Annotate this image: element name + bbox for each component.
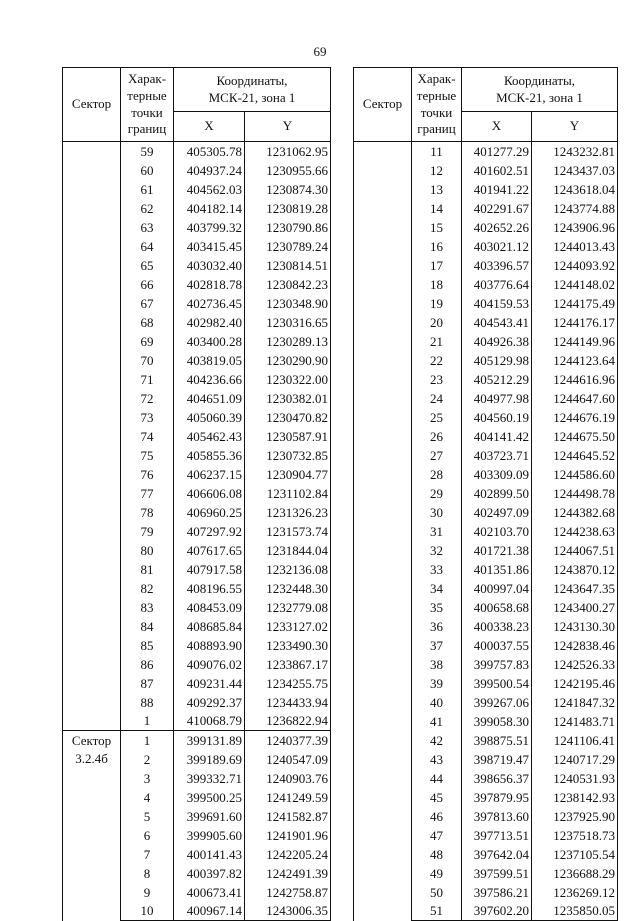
point-number: 17 [412, 256, 462, 275]
point-number: 28 [412, 465, 462, 484]
coord-y: 1231573.74 [245, 522, 331, 541]
point-number: 67 [121, 294, 174, 313]
coord-x: 400967.14 [174, 902, 245, 921]
point-number: 74 [121, 427, 174, 446]
point-number: 86 [121, 655, 174, 674]
coord-y: 1231102.84 [245, 484, 331, 503]
coord-y: 1244616.96 [532, 370, 618, 389]
point-number: 16 [412, 237, 462, 256]
coord-x: 404560.19 [462, 408, 532, 427]
coord-x: 398719.47 [462, 750, 532, 769]
point-number: 11 [412, 142, 462, 161]
coord-x: 405212.29 [462, 370, 532, 389]
coord-x: 398875.51 [462, 731, 532, 750]
point-number: 85 [121, 636, 174, 655]
coord-x: 407917.58 [174, 560, 245, 579]
point-number: 35 [412, 598, 462, 617]
coord-y: 1243400.27 [532, 598, 618, 617]
coord-x: 405129.98 [462, 351, 532, 370]
coord-y: 1236688.29 [532, 864, 618, 883]
coord-y: 1244676.19 [532, 408, 618, 427]
coord-x: 400037.55 [462, 636, 532, 655]
coord-x: 400997.04 [462, 579, 532, 598]
point-number: 5 [121, 807, 174, 826]
coord-x: 403400.28 [174, 332, 245, 351]
coord-x: 404562.03 [174, 180, 245, 199]
coord-y: 1230470.82 [245, 408, 331, 427]
point-number: 82 [121, 579, 174, 598]
coord-y: 1244647.60 [532, 389, 618, 408]
coord-y: 1230814.51 [245, 256, 331, 275]
coord-x: 406960.25 [174, 503, 245, 522]
table-row [63, 731, 331, 750]
coord-x: 402291.67 [462, 199, 532, 218]
coord-x: 409231.44 [174, 674, 245, 693]
coord-x: 397713.51 [462, 826, 532, 845]
page-number: 69 [313, 44, 327, 59]
point-number: 76 [121, 465, 174, 484]
point-number: 27 [412, 446, 462, 465]
point-number: 50 [412, 883, 462, 902]
coord-x: 403396.57 [462, 256, 532, 275]
coord-x: 402652.26 [462, 218, 532, 237]
coord-y: 1243870.12 [532, 560, 618, 579]
coord-y: 1243006.35 [245, 902, 331, 921]
point-number: 37 [412, 636, 462, 655]
point-number: 49 [412, 864, 462, 883]
point-number: 46 [412, 807, 462, 826]
coord-y: 1242491.39 [245, 864, 331, 883]
point-number: 75 [121, 446, 174, 465]
point-number: 87 [121, 674, 174, 693]
coord-x: 401602.51 [462, 161, 532, 180]
header-points: Харак-терные точки границ [412, 68, 462, 142]
coord-x: 399131.89 [174, 731, 245, 750]
coord-x: 400397.82 [174, 864, 245, 883]
point-number: 72 [121, 389, 174, 408]
coord-x: 406237.15 [174, 465, 245, 484]
point-number: 40 [412, 693, 462, 712]
point-number: 42 [412, 731, 462, 750]
coord-x: 408196.55 [174, 579, 245, 598]
point-number: 7 [121, 845, 174, 864]
coord-x: 401941.22 [462, 180, 532, 199]
point-number: 69 [121, 332, 174, 351]
right-table-body [354, 142, 618, 921]
point-number: 20 [412, 313, 462, 332]
coord-y: 1231062.95 [245, 142, 331, 161]
coord-x: 404236.66 [174, 370, 245, 389]
point-number: 31 [412, 522, 462, 541]
point-number: 30 [412, 503, 462, 522]
coord-y: 1236269.12 [532, 883, 618, 902]
sector-cell: Сектор 3.2.4б [63, 731, 121, 921]
coord-y: 1240547.09 [245, 750, 331, 769]
point-number: 60 [121, 161, 174, 180]
coord-x: 399691.60 [174, 807, 245, 826]
coord-x: 404159.53 [462, 294, 532, 313]
coord-y: 1230322.00 [245, 370, 331, 389]
coord-y: 1244149.96 [532, 332, 618, 351]
point-number: 65 [121, 256, 174, 275]
point-number: 21 [412, 332, 462, 351]
point-number: 73 [121, 408, 174, 427]
coord-x: 397586.21 [462, 883, 532, 902]
left-table-body [63, 142, 331, 921]
coord-x: 402982.40 [174, 313, 245, 332]
coord-y: 1240531.93 [532, 769, 618, 788]
point-number: 51 [412, 902, 462, 921]
point-number: 43 [412, 750, 462, 769]
coord-y: 1233490.30 [245, 636, 331, 655]
point-number: 15 [412, 218, 462, 237]
header-y: Y [245, 112, 331, 142]
coord-x: 400658.68 [462, 598, 532, 617]
coord-y: 1232136.08 [245, 560, 331, 579]
header-sector: Сектор [354, 68, 412, 142]
point-number: 68 [121, 313, 174, 332]
coord-y: 1244675.50 [532, 427, 618, 446]
coord-y: 1232779.08 [245, 598, 331, 617]
point-number: 1 [121, 712, 174, 731]
point-number: 77 [121, 484, 174, 503]
coord-x: 403723.71 [462, 446, 532, 465]
point-number: 22 [412, 351, 462, 370]
coord-y: 1243437.03 [532, 161, 618, 180]
point-number: 41 [412, 712, 462, 731]
header-coordinates-line2: МСК-21, зона 1 [208, 89, 296, 105]
point-number: 47 [412, 826, 462, 845]
point-number: 25 [412, 408, 462, 427]
point-number: 34 [412, 579, 462, 598]
point-number: 62 [121, 199, 174, 218]
point-number: 70 [121, 351, 174, 370]
coord-x: 402103.70 [462, 522, 532, 541]
coord-x: 404543.41 [462, 313, 532, 332]
coord-x: 402899.50 [462, 484, 532, 503]
coord-x: 399267.06 [462, 693, 532, 712]
coord-y: 1240903.76 [245, 769, 331, 788]
coord-x: 403021.12 [462, 237, 532, 256]
point-number: 29 [412, 484, 462, 503]
coord-x: 399757.83 [462, 655, 532, 674]
coord-y: 1240717.29 [532, 750, 618, 769]
header-x: X [174, 112, 245, 142]
coord-y: 1230819.28 [245, 199, 331, 218]
coord-x: 399500.25 [174, 788, 245, 807]
coord-x: 402736.45 [174, 294, 245, 313]
coord-y: 1237925.90 [532, 807, 618, 826]
coord-y: 1230587.91 [245, 427, 331, 446]
point-number: 9 [121, 883, 174, 902]
coord-y: 1244176.17 [532, 313, 618, 332]
coord-x: 402497.09 [462, 503, 532, 522]
coord-y: 1243232.81 [532, 142, 618, 161]
coord-x: 405060.39 [174, 408, 245, 427]
coord-x: 405855.36 [174, 446, 245, 465]
coord-x: 403799.32 [174, 218, 245, 237]
coord-x: 408453.09 [174, 598, 245, 617]
coord-y: 1234255.75 [245, 674, 331, 693]
point-number: 66 [121, 275, 174, 294]
coord-x: 399332.71 [174, 769, 245, 788]
header-sector: Сектор [63, 68, 121, 142]
coord-y: 1232448.30 [245, 579, 331, 598]
coord-x: 399500.54 [462, 674, 532, 693]
header-coordinates [462, 68, 618, 112]
table-row [354, 142, 618, 161]
coord-y: 1242195.46 [532, 674, 618, 693]
coord-x: 406606.08 [174, 484, 245, 503]
coord-x: 399058.30 [462, 712, 532, 731]
point-number: 13 [412, 180, 462, 199]
point-number: 6 [121, 826, 174, 845]
coord-x: 397602.20 [462, 902, 532, 921]
point-number: 12 [412, 161, 462, 180]
coord-x: 401277.29 [462, 142, 532, 161]
point-number: 78 [121, 503, 174, 522]
coord-y: 1233127.02 [245, 617, 331, 636]
header-points: Харак-терные точки границ [121, 68, 174, 142]
coord-x: 399189.69 [174, 750, 245, 769]
coord-y: 1241582.87 [245, 807, 331, 826]
header-coordinates-line1: Координаты, [504, 72, 575, 88]
coord-y: 1241483.71 [532, 712, 618, 731]
coord-y: 1241106.41 [532, 731, 618, 750]
coord-y: 1230348.90 [245, 294, 331, 313]
coord-x: 401721.38 [462, 541, 532, 560]
coord-y: 1244175.49 [532, 294, 618, 313]
coord-y: 1241901.96 [245, 826, 331, 845]
point-number: 83 [121, 598, 174, 617]
coord-y: 1242205.24 [245, 845, 331, 864]
coord-y: 1244382.68 [532, 503, 618, 522]
coord-x: 408893.90 [174, 636, 245, 655]
coord-y: 1236822.94 [245, 712, 331, 731]
coord-y: 1230789.24 [245, 237, 331, 256]
point-number: 33 [412, 560, 462, 579]
header-coordinates-line1: Координаты, [216, 72, 288, 88]
coord-x: 398656.37 [462, 769, 532, 788]
point-number: 4 [121, 788, 174, 807]
point-number: 81 [121, 560, 174, 579]
header-y: Y [532, 112, 618, 142]
coord-x: 404141.42 [462, 427, 532, 446]
coord-y: 1230904.77 [245, 465, 331, 484]
coord-x: 408685.84 [174, 617, 245, 636]
coordinates-table-left [62, 67, 331, 921]
coord-y: 1230790.86 [245, 218, 331, 237]
coord-x: 403309.09 [462, 465, 532, 484]
coord-y: 1243618.04 [532, 180, 618, 199]
coord-y: 1243906.96 [532, 218, 618, 237]
coord-x: 403819.05 [174, 351, 245, 370]
point-number: 79 [121, 522, 174, 541]
coord-y: 1244148.02 [532, 275, 618, 294]
point-number: 24 [412, 389, 462, 408]
coord-x: 403776.64 [462, 275, 532, 294]
coord-x: 397813.60 [462, 807, 532, 826]
coord-y: 1244123.64 [532, 351, 618, 370]
coord-y: 1243774.88 [532, 199, 618, 218]
coord-y: 1230289.13 [245, 332, 331, 351]
coordinates-table-right [353, 67, 618, 921]
point-number: 23 [412, 370, 462, 389]
coord-y: 1243647.35 [532, 579, 618, 598]
coord-x: 407617.65 [174, 541, 245, 560]
point-number: 44 [412, 769, 462, 788]
coord-x: 397642.04 [462, 845, 532, 864]
point-number: 39 [412, 674, 462, 693]
point-number: 71 [121, 370, 174, 389]
header-coordinates-line2: МСК-21, зона 1 [496, 89, 583, 105]
point-number: 1 [121, 731, 174, 750]
coord-y: 1244498.78 [532, 484, 618, 503]
point-number: 2 [121, 750, 174, 769]
point-number: 36 [412, 617, 462, 636]
point-number: 48 [412, 845, 462, 864]
point-number: 32 [412, 541, 462, 560]
sector-cell [63, 142, 121, 731]
coord-y: 1230382.01 [245, 389, 331, 408]
coord-x: 404926.38 [462, 332, 532, 351]
point-number: 18 [412, 275, 462, 294]
coord-x: 409292.37 [174, 693, 245, 712]
coord-y: 1233867.17 [245, 655, 331, 674]
coord-x: 400673.41 [174, 883, 245, 902]
point-number: 84 [121, 617, 174, 636]
coord-x: 402818.78 [174, 275, 245, 294]
coord-x: 404651.09 [174, 389, 245, 408]
coord-x: 409076.02 [174, 655, 245, 674]
point-number: 26 [412, 427, 462, 446]
coord-y: 1230874.30 [245, 180, 331, 199]
coord-y: 1230955.66 [245, 161, 331, 180]
coord-y: 1244586.60 [532, 465, 618, 484]
point-number: 45 [412, 788, 462, 807]
coord-y: 1230732.85 [245, 446, 331, 465]
coord-y: 1230290.90 [245, 351, 331, 370]
coord-y: 1243130.30 [532, 617, 618, 636]
coord-x: 404937.24 [174, 161, 245, 180]
coord-x: 404182.14 [174, 199, 245, 218]
coord-y: 1230842.23 [245, 275, 331, 294]
coord-y: 1234433.94 [245, 693, 331, 712]
point-number: 3 [121, 769, 174, 788]
coord-y: 1240377.39 [245, 731, 331, 750]
point-number: 88 [121, 693, 174, 712]
header-coordinates [174, 68, 331, 112]
sector-cell [354, 142, 412, 921]
coord-y: 1237518.73 [532, 826, 618, 845]
coord-y: 1231326.23 [245, 503, 331, 522]
point-number: 64 [121, 237, 174, 256]
coord-y: 1242526.33 [532, 655, 618, 674]
coord-y: 1241847.32 [532, 693, 618, 712]
coord-y: 1235850.05 [532, 902, 618, 921]
coord-y: 1242838.46 [532, 636, 618, 655]
coord-x: 400141.43 [174, 845, 245, 864]
point-number: 59 [121, 142, 174, 161]
point-number: 14 [412, 199, 462, 218]
point-number: 38 [412, 655, 462, 674]
coord-y: 1244645.52 [532, 446, 618, 465]
coord-y: 1231844.04 [245, 541, 331, 560]
point-number: 19 [412, 294, 462, 313]
coord-y: 1237105.54 [532, 845, 618, 864]
coord-x: 407297.92 [174, 522, 245, 541]
coord-x: 397599.51 [462, 864, 532, 883]
point-number: 61 [121, 180, 174, 199]
coord-x: 401351.86 [462, 560, 532, 579]
coord-x: 404977.98 [462, 389, 532, 408]
point-number: 8 [121, 864, 174, 883]
coord-x: 397879.95 [462, 788, 532, 807]
coord-y: 1238142.93 [532, 788, 618, 807]
table-row [63, 142, 331, 161]
coord-y: 1230316.65 [245, 313, 331, 332]
coord-y: 1244093.92 [532, 256, 618, 275]
point-number: 10 [121, 902, 174, 921]
coord-x: 403032.40 [174, 256, 245, 275]
coord-x: 410068.79 [174, 712, 245, 731]
coord-x: 405462.43 [174, 427, 245, 446]
header-x: X [462, 112, 532, 142]
coord-y: 1244013.43 [532, 237, 618, 256]
point-number: 80 [121, 541, 174, 560]
coord-x: 403415.45 [174, 237, 245, 256]
coord-y: 1244067.51 [532, 541, 618, 560]
coord-x: 405305.78 [174, 142, 245, 161]
coord-y: 1244238.63 [532, 522, 618, 541]
coord-y: 1241249.59 [245, 788, 331, 807]
point-number: 63 [121, 218, 174, 237]
coord-y: 1242758.87 [245, 883, 331, 902]
coord-x: 400338.23 [462, 617, 532, 636]
coord-x: 399905.60 [174, 826, 245, 845]
